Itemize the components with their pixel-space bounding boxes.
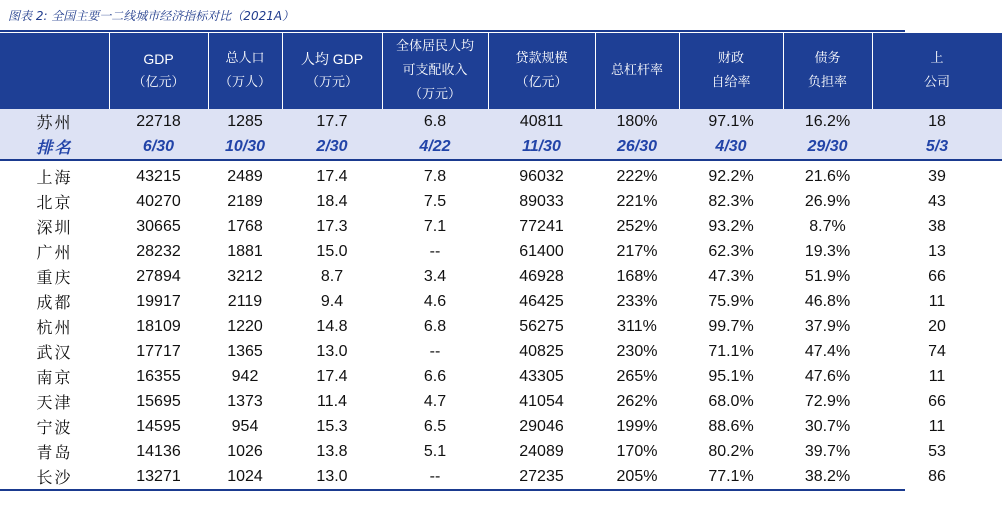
table-cell: 14136 (136, 442, 181, 460)
table-cell: 13 (928, 242, 946, 260)
table-cell: 71.1% (708, 342, 754, 360)
table-cell: 16.2% (783, 109, 872, 134)
figure-caption: 图表 2: 全国主要一二线城市经济指标对比（2021A） (8, 9, 295, 23)
table-cell: 29046 (519, 417, 564, 435)
city-name-cell: 苏州 (0, 109, 109, 134)
column-header-0 (0, 33, 109, 109)
city-name-cell: 宁波 (36, 418, 73, 437)
city-name-cell: 青岛 (36, 443, 73, 462)
table-cell: 38.2% (804, 467, 851, 485)
table-cell: 86 (928, 467, 946, 485)
table-cell: 26.9% (804, 192, 851, 210)
table-cell: 38 (928, 217, 946, 235)
city-name-cell: 重庆 (36, 268, 73, 287)
table-header (0, 33, 1002, 109)
table-cell: 5.1 (423, 442, 447, 460)
table-cell: 18.4 (316, 192, 348, 210)
table-cell: 66 (928, 267, 946, 285)
table-cell: 17.3 (316, 217, 348, 235)
table-cell: 17.4 (316, 167, 348, 185)
table-cell: 252% (616, 217, 658, 235)
city-name-cell: 广州 (36, 243, 73, 262)
table-cell: 28232 (136, 242, 181, 260)
column-header-4 (382, 33, 488, 109)
table-cell: 262% (616, 392, 658, 410)
table-cell: 19.3% (804, 242, 851, 260)
table-cell: 18 (872, 109, 1002, 134)
column-header-line2: 可支配收入 (402, 63, 468, 78)
column-header-line2: （万人） (218, 75, 271, 90)
table-cell: 21.6% (804, 167, 851, 185)
column-header-6 (595, 33, 679, 109)
table-cell: -- (429, 467, 441, 485)
column-header-3 (282, 33, 382, 109)
table-cell: 2119 (227, 292, 263, 310)
table-cell: 80.2% (708, 442, 754, 460)
table-cell: 27894 (136, 267, 181, 285)
table-cell: 11 (928, 292, 946, 310)
city-name-cell: 北京 (36, 193, 73, 212)
column-header-1 (109, 33, 208, 109)
table-cell: 222% (616, 167, 658, 185)
table-cell: 7.1 (423, 217, 447, 235)
table-cell: 47.3% (708, 267, 754, 285)
city-name-cell: 南京 (36, 368, 73, 387)
table-cell: 56275 (519, 317, 564, 335)
table-row (0, 364, 1002, 389)
table-cell: 72.9% (804, 392, 851, 410)
table-row (0, 160, 1002, 189)
table-cell: 13.0 (316, 467, 348, 485)
table-cell: 3212 (227, 267, 263, 285)
table-cell: 14595 (136, 417, 181, 435)
table-cell: 954 (231, 417, 259, 435)
table-cell: 39 (928, 167, 946, 185)
column-header-line1: 人均 GDP (300, 51, 364, 67)
table-cell: 942 (231, 367, 259, 385)
table-cell: 89033 (519, 192, 564, 210)
table-cell: 47.4% (804, 342, 851, 360)
table-cell: 6.6 (423, 367, 447, 385)
table-cell: 4.6 (423, 292, 447, 310)
table-cell: 13.8 (316, 442, 348, 460)
table-row (0, 339, 1002, 364)
column-header-line1: 总人口 (225, 51, 265, 66)
table-cell: 30665 (136, 217, 181, 235)
table-cell: 68.0% (708, 392, 754, 410)
column-header-2 (208, 33, 282, 109)
table-cell: 230% (616, 342, 658, 360)
column-header-9 (872, 33, 1002, 109)
table-cell: 40811 (488, 109, 595, 134)
table-cell: -- (429, 342, 441, 360)
table-row (0, 239, 1002, 264)
table-cell: 7.5 (423, 192, 447, 210)
column-header-8 (783, 33, 872, 109)
table-cell: 180% (595, 109, 679, 134)
city-name-cell: 天津 (36, 393, 73, 412)
city-name-cell: 深圳 (36, 218, 73, 237)
table-cell: 9.4 (320, 292, 344, 310)
column-header-line1: GDP (143, 51, 174, 67)
table-cell: 311% (617, 317, 657, 335)
table-cell: 82.3% (708, 192, 754, 210)
column-header-line2: 负担率 (807, 75, 847, 90)
column-header-line1: 全体居民人均 (395, 39, 474, 54)
column-header-line1: 贷款规模 (515, 51, 568, 66)
table-cell: 15695 (136, 392, 181, 410)
column-header-line2: 自给率 (711, 75, 751, 90)
table-cell: 66 (928, 392, 946, 410)
table-cell: 4.7 (423, 392, 447, 410)
table-cell: 74 (928, 342, 946, 360)
table-row (0, 264, 1002, 289)
table-cell: 8.7 (320, 267, 344, 285)
table-cell: 41054 (519, 392, 564, 410)
table-cell: 96032 (519, 167, 564, 185)
city-name-cell: 长沙 (36, 468, 73, 487)
table-cell: 1220 (227, 317, 263, 335)
table-cell: 199% (616, 417, 658, 435)
city-economic-indicators-table (0, 33, 1003, 489)
table-cell: 19917 (136, 292, 181, 310)
table-cell: 2489 (227, 167, 263, 185)
table-cell: 51.9% (804, 267, 851, 285)
column-header-line2: 公司 (923, 75, 950, 90)
table-cell: 6.5 (423, 417, 447, 435)
table-cell: 6.8 (423, 317, 447, 335)
table-cell: 14.8 (316, 317, 348, 335)
table-cell: 37.9% (804, 317, 851, 335)
table-cell: 168% (616, 267, 658, 285)
table-cell: 93.2% (708, 217, 754, 235)
column-header-line2: （亿元） (515, 75, 568, 90)
table-row (0, 439, 1002, 464)
table-cell: 29/30 (783, 134, 872, 160)
table-cell: 17717 (136, 342, 181, 360)
table-cell: 11 (928, 417, 946, 435)
table-cell: 16355 (136, 367, 181, 385)
table-cell: 4/30 (679, 134, 783, 160)
table-cell: 13.0 (316, 342, 348, 360)
city-name-cell: 杭州 (36, 318, 73, 337)
table-cell: 6.8 (382, 109, 488, 134)
column-header-7 (679, 33, 783, 109)
table-cell: 2/30 (282, 134, 382, 160)
table-cell: 39.7% (804, 442, 851, 460)
table-cell: 11/30 (488, 134, 595, 160)
table-cell: 11.4 (317, 392, 347, 410)
table-cell: 2189 (227, 192, 263, 210)
table-cell: 43 (928, 192, 946, 210)
table-cell: 1024 (227, 467, 263, 485)
table-cell: 46425 (519, 292, 564, 310)
table-cell: 3.4 (423, 267, 447, 285)
table-row (0, 289, 1002, 314)
top-rule (0, 30, 905, 32)
table-cell: 7.8 (423, 167, 447, 185)
column-header-line1: 债务 (814, 51, 841, 66)
column-header-line2: （万元） (305, 75, 358, 90)
table-cell: 4/22 (382, 134, 488, 160)
table-cell: 5/3 (872, 134, 1002, 160)
table-cell: 30.7% (804, 417, 851, 435)
rank-row (0, 134, 1002, 160)
column-header-line3: （万元） (408, 87, 461, 102)
table-cell: 46.8% (804, 292, 851, 310)
table-cell: 13271 (136, 467, 181, 485)
table-cell: 99.7% (708, 317, 754, 335)
column-header-line2: （亿元） (132, 75, 185, 90)
highlight-row-suzhou (0, 109, 1002, 134)
table-cell: 205% (616, 467, 658, 485)
table-cell: 15.3 (316, 417, 348, 435)
city-name-cell: 上海 (36, 168, 73, 187)
table-cell: 6/30 (109, 134, 208, 160)
table-body (0, 109, 1002, 489)
table-cell: 221% (616, 192, 658, 210)
table-cell: 17.4 (316, 367, 348, 385)
table-cell: 17.7 (282, 109, 382, 134)
table-cell: 61400 (519, 242, 564, 260)
table-cell: 62.3% (708, 242, 754, 260)
table-cell: 47.6% (804, 367, 851, 385)
table-cell: 97.1% (679, 109, 783, 134)
table-cell: 170% (616, 442, 658, 460)
table-cell: 77241 (519, 217, 564, 235)
table-cell: 217% (616, 242, 658, 260)
bottom-rule (0, 489, 905, 491)
table-row (0, 189, 1002, 214)
table-cell: 75.9% (708, 292, 754, 310)
column-header-line1: 财政 (717, 51, 744, 66)
table-cell: 1373 (227, 392, 263, 410)
table-cell: 43215 (136, 167, 181, 185)
city-name-cell: 武汉 (36, 343, 73, 362)
table-cell: 88.6% (708, 417, 754, 435)
header-row (0, 33, 1002, 109)
table-cell: 40825 (519, 342, 564, 360)
table-cell: 15.0 (316, 242, 348, 260)
table-cell: 10/30 (208, 134, 282, 160)
table-cell: 53 (928, 442, 946, 460)
table-cell: 26/30 (595, 134, 679, 160)
column-header-5 (488, 33, 595, 109)
city-name-cell: 成都 (36, 293, 73, 312)
table-cell: 43305 (519, 367, 564, 385)
table-cell: 1285 (208, 109, 282, 134)
table-row (0, 389, 1002, 414)
column-header-line1: 总杠杆率 (610, 63, 663, 78)
table-cell: 40270 (136, 192, 181, 210)
table-cell: 265% (616, 367, 658, 385)
table-cell: 95.1% (708, 367, 754, 385)
table-cell: 20 (928, 317, 946, 335)
table-cell: 233% (616, 292, 658, 310)
table-cell: 46928 (519, 267, 564, 285)
table-cell: 77.1% (708, 467, 754, 485)
table-cell: 8.7% (809, 217, 846, 235)
table-row (0, 464, 1002, 489)
column-header-line1: 上 (930, 51, 944, 66)
table-cell: 1768 (227, 217, 263, 235)
table-cell: 27235 (519, 467, 564, 485)
table-row (0, 314, 1002, 339)
table-cell: 1026 (227, 442, 263, 460)
table-row (0, 214, 1002, 239)
table-row (0, 414, 1002, 439)
table-cell: 92.2% (708, 167, 754, 185)
table-cell: 1881 (227, 242, 263, 260)
table-cell: 1365 (227, 342, 263, 360)
table-cell: 24089 (519, 442, 564, 460)
table-cell: 22718 (109, 109, 208, 134)
table-cell: -- (429, 242, 441, 260)
table-cell: 11 (928, 367, 946, 385)
city-name-cell: 排名 (0, 134, 109, 160)
table-cell: 18109 (136, 317, 181, 335)
